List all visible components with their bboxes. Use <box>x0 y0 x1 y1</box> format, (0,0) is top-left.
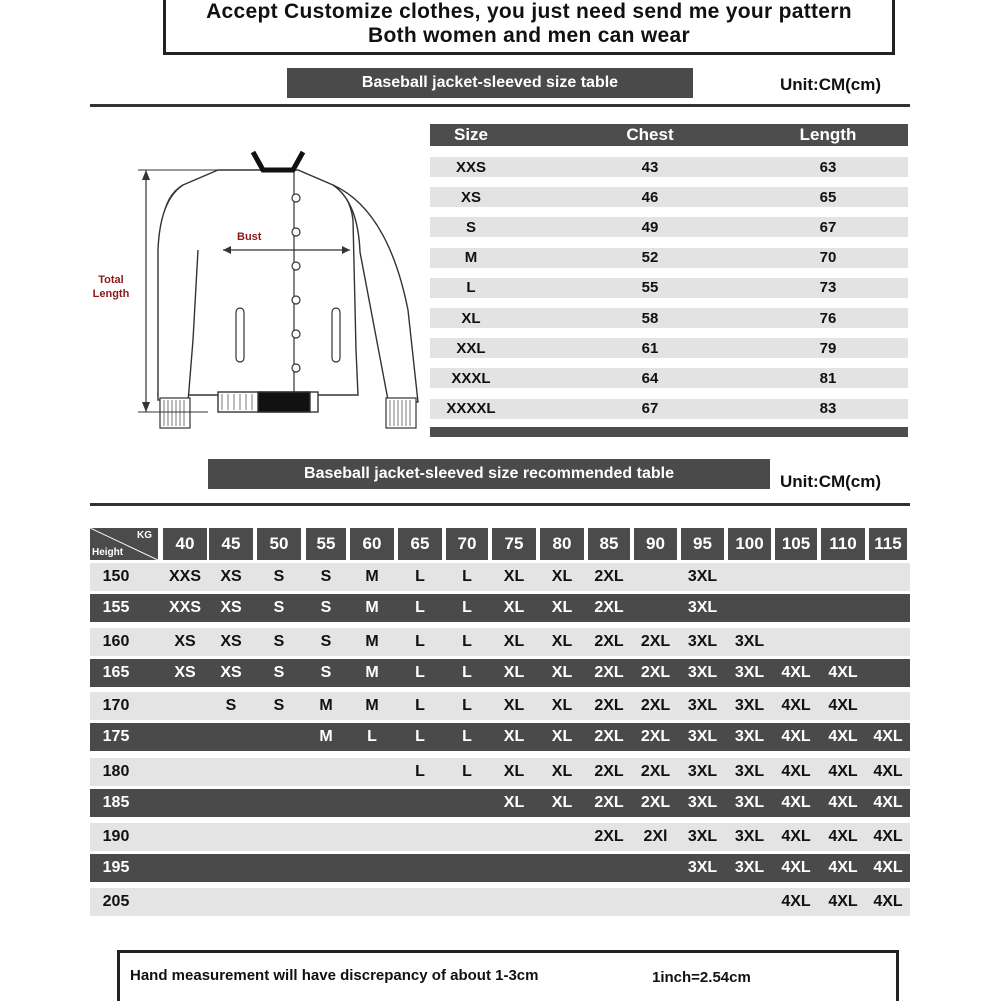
size-recommend-cell <box>634 594 677 622</box>
size-recommend-cell: L <box>462 763 472 780</box>
size-table-row <box>430 338 908 358</box>
length-cell: 63 <box>819 158 837 176</box>
size-recommend-cell: 2XL <box>640 633 671 650</box>
size-recommend-cell: XL <box>551 568 573 585</box>
size-recommend-cell: 2XL <box>594 728 624 745</box>
size-recommend-cell <box>163 854 207 882</box>
size-recommend-cell: XS <box>220 664 242 681</box>
size-recommend-cell: 4XL <box>873 893 903 910</box>
size-recommend-cell <box>492 823 536 851</box>
size-recommend-cell: 3XL <box>734 633 765 650</box>
size-recommend-cell <box>163 692 207 720</box>
size-recommend-cell <box>775 628 817 656</box>
size-recommend-cell: 4XL <box>781 697 811 714</box>
size-recommend-cell <box>350 823 394 851</box>
size-cell: L <box>466 279 476 297</box>
size-recommend-cell <box>398 854 442 882</box>
size-recommend-cell: XL <box>503 728 525 745</box>
size-recommend-cell: XL <box>503 763 525 780</box>
height-cell: 175 <box>102 728 130 745</box>
size-recommend-cell: 2XL <box>594 697 624 714</box>
size-recommend-cell: 4XL <box>828 893 858 910</box>
size-recommend-cell: L <box>415 697 425 714</box>
size-header: Size <box>453 125 489 144</box>
size-recommend-cell: 2XL <box>594 828 624 845</box>
size-recommend-cell <box>492 888 536 916</box>
size-recommend-cell: 4XL <box>781 664 811 681</box>
size-recommend-cell <box>681 888 724 916</box>
size-recommend-cell <box>634 854 677 882</box>
size-table-row <box>430 217 908 237</box>
size-recommend-cell: 2XL <box>640 794 671 811</box>
size-recommend-cell <box>634 563 677 591</box>
recommend-table-row <box>90 789 910 817</box>
size-recommend-cell: L <box>462 664 472 681</box>
size-recommend-cell: 2XL <box>640 728 671 745</box>
size-recommend-cell: XS <box>174 633 196 650</box>
size-recommend-cell: 4XL <box>873 763 903 780</box>
size-recommend-cell <box>728 594 771 622</box>
size-recommend-cell: 4XL <box>828 828 858 845</box>
bust-label: Bust <box>237 231 262 243</box>
size-recommend-cell: S <box>320 633 332 650</box>
size-table-row <box>430 308 908 328</box>
size-recommend-cell: S <box>273 633 285 650</box>
size-recommend-cell <box>728 888 771 916</box>
recommend-table-row <box>90 723 910 751</box>
size-recommend-cell: 4XL <box>828 859 858 876</box>
footer-box <box>117 950 899 1001</box>
height-cell: 205 <box>102 893 130 910</box>
size-recommend-cell: L <box>462 599 472 616</box>
recommend-table-row <box>90 692 910 720</box>
size-recommend-cell <box>209 854 253 882</box>
size-recommend-cell: L <box>367 728 377 745</box>
size-recommend-cell <box>163 789 207 817</box>
size-table-row <box>430 248 908 268</box>
size-table-row <box>430 157 908 177</box>
kg-header-cell: 45 <box>209 528 253 560</box>
size-recommend-cell <box>257 723 301 751</box>
size-recommend-cell: XL <box>551 728 573 745</box>
recommend-table-row <box>90 823 910 851</box>
size-recommend-cell: 2XL <box>594 664 624 681</box>
size-recommend-cell <box>869 594 907 622</box>
size-recommend-cell: 4XL <box>828 697 858 714</box>
size-recommend-cell <box>350 789 394 817</box>
size-recommend-cell: L <box>415 728 425 745</box>
recommend-table-row <box>90 888 910 916</box>
size-recommend-cell <box>540 823 584 851</box>
size-recommend-cell: XS <box>220 599 242 616</box>
size-recommend-cell: XL <box>551 664 573 681</box>
size-recommend-cell: M <box>365 599 379 616</box>
size-recommend-cell: XL <box>503 794 525 811</box>
length-header: Length <box>799 125 857 144</box>
recommend-table-row <box>90 854 910 882</box>
size-recommend-cell: 3XL <box>734 828 765 845</box>
size-recommend-cell: 4XL <box>828 763 858 780</box>
size-recommend-cell: S <box>320 599 332 616</box>
size-recommend-cell: XL <box>551 599 573 616</box>
size-recommend-cell <box>209 723 253 751</box>
divider-top <box>90 104 910 107</box>
size-recommend-cell: XL <box>503 568 525 585</box>
kg-header-cell: 40 <box>163 528 207 560</box>
size-recommend-cell <box>306 789 346 817</box>
size-recommend-cell: L <box>462 568 472 585</box>
length-cell: 67 <box>819 218 837 236</box>
size-recommend-cell: 2XL <box>640 763 671 780</box>
size-recommend-cell <box>350 854 394 882</box>
size-recommend-cell: 2XL <box>594 633 624 650</box>
total-length-label <box>86 273 136 301</box>
size-recommend-cell: M <box>319 697 333 714</box>
corner-height: Height <box>92 547 124 558</box>
kg-header-cell: 115 <box>869 528 907 560</box>
kg-header-cell: 60 <box>350 528 394 560</box>
size-cell: XXS <box>455 158 486 176</box>
size-recommend-cell: XL <box>551 794 573 811</box>
size-recommend-cell: 2Xl <box>643 828 668 845</box>
recommend-table-row <box>90 628 910 656</box>
size-recommend-cell: 2XL <box>594 763 624 780</box>
size-recommend-cell <box>821 628 865 656</box>
recommend-table-unit: Unit:CM(cm) <box>780 472 882 491</box>
total-length-line-2: Length <box>92 288 130 300</box>
chest-cell: 58 <box>641 309 659 327</box>
size-recommend-cell <box>306 758 346 786</box>
size-recommend-cell <box>775 563 817 591</box>
size-cell: XXL <box>456 339 486 357</box>
size-recommend-cell: 4XL <box>873 794 903 811</box>
size-recommend-cell <box>163 723 207 751</box>
size-recommend-cell <box>446 888 488 916</box>
size-recommend-cell: XS <box>220 633 242 650</box>
size-recommend-cell: XL <box>503 633 525 650</box>
size-cell: XXXL <box>451 369 491 387</box>
size-recommend-cell: XL <box>551 633 573 650</box>
chest-cell: 67 <box>641 400 659 418</box>
height-cell: 180 <box>102 763 130 780</box>
size-recommend-cell: 3XL <box>687 599 718 616</box>
size-recommend-cell: S <box>273 599 285 616</box>
size-recommend-cell: M <box>365 633 379 650</box>
recommend-table-row <box>90 563 910 591</box>
header-line-2: Both women and men can wear <box>368 24 690 47</box>
kg-header-cell: 85 <box>588 528 630 560</box>
height-cell: 160 <box>102 633 130 650</box>
size-recommend-cell <box>163 758 207 786</box>
size-recommend-cell <box>540 888 584 916</box>
size-recommend-cell: M <box>319 728 333 745</box>
recommend-table-row <box>90 594 910 622</box>
kg-header-cell: 75 <box>492 528 536 560</box>
size-recommend-cell: XL <box>551 763 573 780</box>
divider-middle <box>90 503 910 506</box>
header-line-1: Accept Customize clothes, you just need send me your pattern <box>206 0 852 23</box>
size-table-unit: Unit:CM(cm) <box>780 75 882 94</box>
size-recommend-cell <box>350 888 394 916</box>
size-recommend-cell <box>257 758 301 786</box>
size-recommend-cell <box>257 888 301 916</box>
size-recommend-cell <box>257 854 301 882</box>
size-recommend-cell <box>540 854 584 882</box>
size-recommend-cell <box>257 823 301 851</box>
corner-cell <box>90 528 158 560</box>
recommend-table-title: Baseball jacket-sleeved size recommended table <box>208 459 770 489</box>
size-recommend-cell <box>821 563 865 591</box>
size-recommend-cell: 3XL <box>687 568 718 585</box>
size-recommend-cell: 3XL <box>734 664 765 681</box>
size-recommend-cell: 4XL <box>873 859 903 876</box>
size-cell: XL <box>461 309 481 327</box>
size-recommend-cell <box>209 888 253 916</box>
size-recommend-cell: 3XL <box>687 728 718 745</box>
length-cell: 65 <box>819 188 837 206</box>
size-recommend-cell: XL <box>503 697 525 714</box>
size-recommend-cell: 2XL <box>640 697 671 714</box>
size-recommend-cell: M <box>365 664 379 681</box>
size-recommend-cell: XL <box>503 599 525 616</box>
size-recommend-cell: L <box>462 633 472 650</box>
size-recommend-cell: L <box>415 763 425 780</box>
size-recommend-cell: 4XL <box>781 728 811 745</box>
size-recommend-cell: L <box>415 664 425 681</box>
length-cell: 79 <box>819 339 837 357</box>
size-recommend-cell <box>398 888 442 916</box>
height-cell: 195 <box>102 859 130 876</box>
height-cell: 185 <box>102 794 130 811</box>
size-recommend-cell: 4XL <box>873 728 903 745</box>
size-recommend-cell: XXS <box>168 599 201 616</box>
size-recommend-cell: 3XL <box>687 828 718 845</box>
size-recommend-cell: L <box>415 599 425 616</box>
size-recommend-cell <box>398 823 442 851</box>
size-recommend-cell: 3XL <box>687 633 718 650</box>
kg-header-cell: 50 <box>257 528 301 560</box>
chest-cell: 64 <box>641 369 659 387</box>
size-recommend-cell: S <box>273 568 285 585</box>
size-recommend-cell <box>588 854 630 882</box>
size-recommend-cell: XL <box>503 664 525 681</box>
size-recommend-cell <box>163 888 207 916</box>
kg-header-cell: 55 <box>306 528 346 560</box>
size-cell: M <box>464 249 478 267</box>
size-recommend-cell <box>446 823 488 851</box>
size-recommend-cell: L <box>415 633 425 650</box>
size-recommend-cell: 3XL <box>734 794 765 811</box>
kg-header-cell: 105 <box>775 528 817 560</box>
chest-cell: 49 <box>641 218 659 236</box>
corner-kg: KG <box>137 530 152 541</box>
size-recommend-cell: M <box>365 697 379 714</box>
size-recommend-cell: 3XL <box>734 728 765 745</box>
size-recommend-cell: 3XL <box>687 794 718 811</box>
size-table-row <box>430 187 908 207</box>
size-recommend-cell <box>869 659 907 687</box>
size-recommend-cell: 4XL <box>828 728 858 745</box>
size-recommend-cell: 4XL <box>781 763 811 780</box>
size-table-header <box>430 124 908 146</box>
recommend-table-row <box>90 758 910 786</box>
height-cell: 190 <box>102 828 130 845</box>
recommend-table-row <box>90 659 910 687</box>
length-cell: 83 <box>819 400 837 418</box>
size-recommend-cell <box>446 789 488 817</box>
size-cell: S <box>465 218 476 236</box>
size-recommend-cell: 2XL <box>594 599 624 616</box>
kg-header-cell: 80 <box>540 528 584 560</box>
size-recommend-cell <box>492 854 536 882</box>
size-recommend-cell <box>257 789 301 817</box>
kg-header-cell: 70 <box>446 528 488 560</box>
size-recommend-cell: 4XL <box>828 794 858 811</box>
size-recommend-cell <box>209 758 253 786</box>
footer-conversion: 1inch=2.54cm <box>652 969 751 986</box>
size-recommend-cell: 4XL <box>781 859 811 876</box>
chest-cell: 55 <box>641 279 659 297</box>
height-cell: 165 <box>102 664 130 681</box>
height-cell: 170 <box>102 697 130 714</box>
size-table-row <box>430 278 908 298</box>
length-cell: 73 <box>819 279 837 297</box>
length-cell: 81 <box>819 369 837 387</box>
kg-header-cell: 65 <box>398 528 442 560</box>
length-cell: 70 <box>819 249 837 267</box>
size-cell: XS <box>460 188 481 206</box>
size-recommend-cell <box>634 888 677 916</box>
size-recommend-cell <box>306 854 346 882</box>
footer-note: Hand measurement will have discrepancy of about 1-3cm <box>130 967 539 984</box>
size-recommend-cell: 3XL <box>734 763 765 780</box>
size-recommend-cell <box>209 823 253 851</box>
size-recommend-cell: 4XL <box>781 794 811 811</box>
size-recommend-cell: XL <box>551 697 573 714</box>
size-recommend-cell: 3XL <box>734 697 765 714</box>
size-recommend-cell: XXS <box>168 568 201 585</box>
size-recommend-cell <box>728 563 771 591</box>
size-recommend-cell: S <box>320 664 332 681</box>
size-recommend-cell <box>821 594 865 622</box>
kg-header-cell: 95 <box>681 528 724 560</box>
chest-cell: 61 <box>641 339 659 357</box>
size-recommend-cell: XS <box>174 664 196 681</box>
kg-header-cell: 100 <box>728 528 771 560</box>
size-recommend-cell <box>350 758 394 786</box>
size-recommend-cell: M <box>365 568 379 585</box>
jacket-diagram <box>88 140 428 440</box>
size-recommend-cell: 4XL <box>781 828 811 845</box>
chest-cell: 46 <box>641 188 659 206</box>
size-recommend-cell <box>588 888 630 916</box>
size-recommend-cell <box>306 888 346 916</box>
kg-header-cell: 110 <box>821 528 865 560</box>
size-recommend-cell <box>869 563 907 591</box>
size-table-title: Baseball jacket-sleeved size table <box>287 68 693 98</box>
height-cell: 155 <box>102 599 130 616</box>
chest-cell: 43 <box>641 158 659 176</box>
size-recommend-cell <box>306 823 346 851</box>
size-recommend-cell <box>775 594 817 622</box>
size-recommend-cell: 3XL <box>687 697 718 714</box>
length-cell: 76 <box>819 309 837 327</box>
size-recommend-cell <box>209 789 253 817</box>
header-box <box>163 0 895 55</box>
kg-header-cell: 90 <box>634 528 677 560</box>
size-table-row <box>430 399 908 419</box>
size-recommend-cell: 3XL <box>687 859 718 876</box>
height-cell: 150 <box>102 568 130 585</box>
size-recommend-cell <box>398 789 442 817</box>
size-recommend-cell: L <box>462 697 472 714</box>
chest-cell: 52 <box>641 249 659 267</box>
size-recommend-cell: L <box>415 568 425 585</box>
size-recommend-cell: 4XL <box>781 893 811 910</box>
size-recommend-cell <box>163 823 207 851</box>
size-table-footer-bar <box>430 427 908 437</box>
size-cell: XXXXL <box>446 400 496 418</box>
size-recommend-cell: 4XL <box>873 828 903 845</box>
size-recommend-cell: 2XL <box>640 664 671 681</box>
size-recommend-cell: 2XL <box>594 568 624 585</box>
size-recommend-cell: S <box>225 697 237 714</box>
size-recommend-cell <box>869 692 907 720</box>
size-recommend-cell <box>869 628 907 656</box>
size-recommend-cell: 2XL <box>594 794 624 811</box>
size-recommend-cell <box>446 854 488 882</box>
size-recommend-cell: 3XL <box>687 664 718 681</box>
size-recommend-cell: 4XL <box>828 664 858 681</box>
size-recommend-cell: 3XL <box>734 859 765 876</box>
chest-header: Chest <box>626 125 674 144</box>
size-recommend-cell: L <box>462 728 472 745</box>
size-table-row <box>430 368 908 388</box>
size-recommend-cell: S <box>320 568 332 585</box>
size-recommend-cell: S <box>273 697 285 714</box>
total-length-line-1: Total <box>98 274 124 286</box>
size-recommend-cell: 3XL <box>687 763 718 780</box>
size-recommend-cell: XS <box>220 568 242 585</box>
size-recommend-cell: S <box>273 664 285 681</box>
